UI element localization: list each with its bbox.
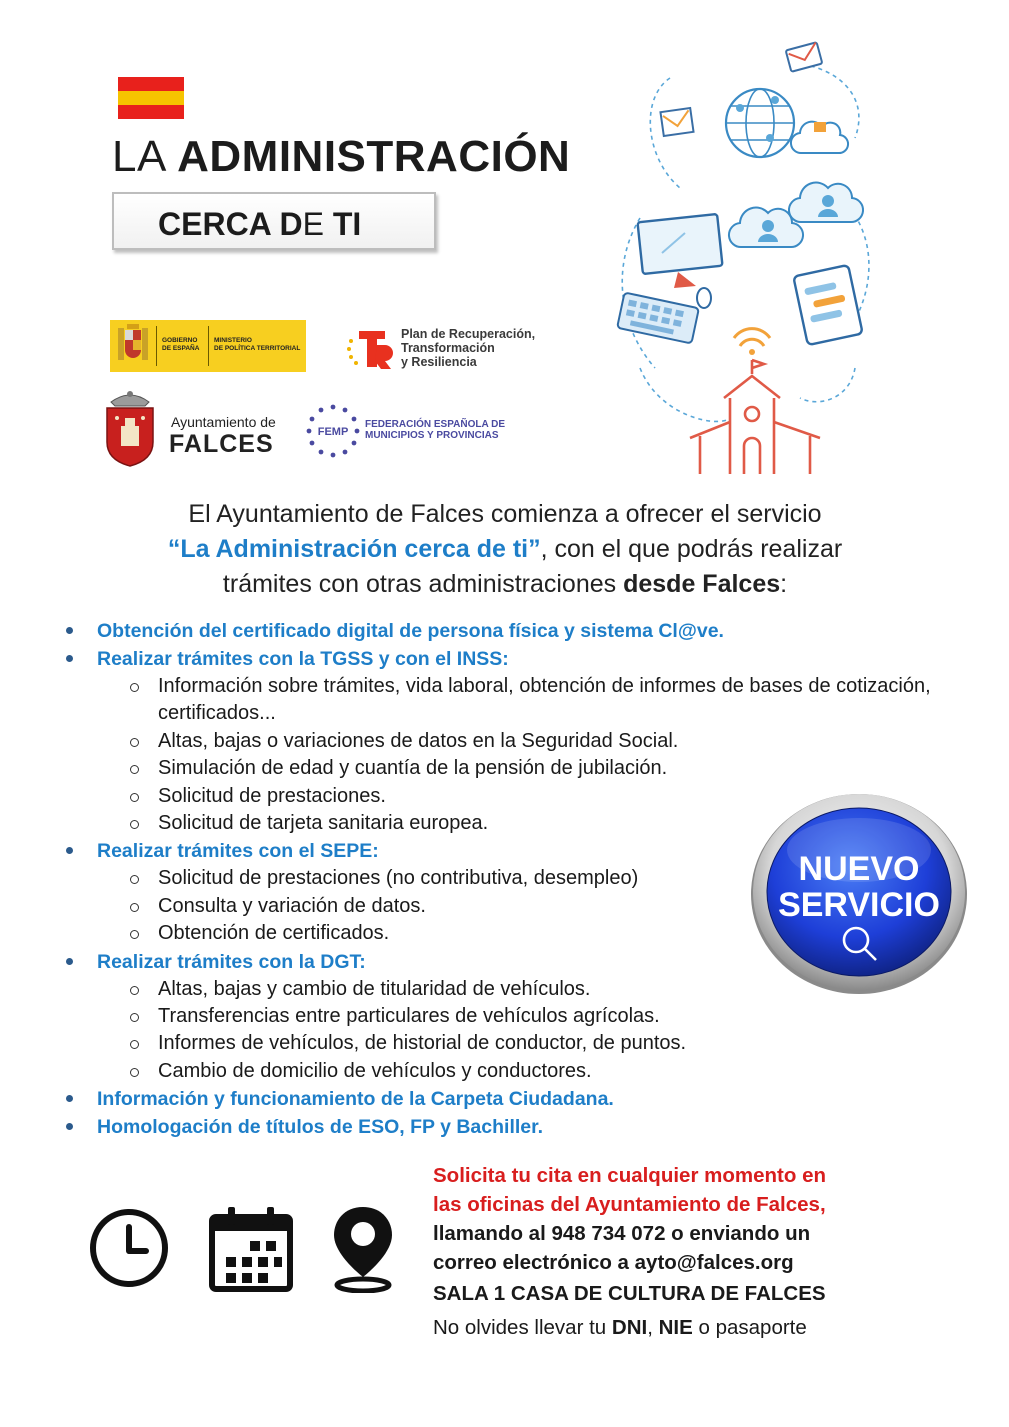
intro-paragraph — [60, 497, 950, 602]
ministerio-text-1: MINISTERIO — [214, 337, 252, 344]
subitem-text: Informes de vehículos, de historial de conductor, de puntos. — [158, 1032, 687, 1055]
service-title-text: Realizar trámites con la TGSS y con el INSS: — [97, 648, 509, 670]
spain-flag-logo — [118, 77, 184, 119]
subitem-text: Información sobre trámites, vida laboral, obtención de informes de bases de cotización, certificados... — [158, 675, 931, 725]
bullet-icon — [66, 847, 73, 854]
bullet-icon — [66, 1095, 73, 1102]
subtitle-part-2: E — [302, 206, 333, 242]
campaign-subtitle — [158, 206, 361, 243]
subitem-text: Solicitud de prestaciones. — [158, 784, 386, 807]
prtr-text-1: Plan de Recuperación, — [401, 327, 536, 341]
femp-acronym: FEMP — [317, 426, 349, 438]
sub-bullet-icon — [130, 683, 139, 692]
service-title — [66, 645, 946, 673]
note-nie: NIE — [658, 1316, 693, 1339]
sub-bullet-icon — [130, 765, 139, 774]
sub-bullet-icon — [130, 1068, 139, 1077]
subitem-text: Altas, bajas y cambio de titularidad de vehículos. — [158, 977, 591, 1000]
town-hall-icon — [690, 360, 820, 474]
coat-of-arms-icon — [116, 324, 150, 368]
sub-bullet-icon — [130, 903, 139, 912]
location-pin-icon — [328, 1203, 398, 1293]
subitem-text: Consulta y variación de datos. — [158, 894, 426, 917]
service-title-text: Homologación de títulos de ESO, FP y Bachiller. — [97, 1116, 544, 1139]
intro-line-2 — [60, 532, 950, 567]
sub-bullet-icon — [130, 738, 139, 747]
femp-text-2: MUNICIPIOS Y PROVINCIAS — [365, 430, 499, 441]
contact-red-line-1: Solicita tu cita en cualquier momento en — [433, 1164, 826, 1187]
service-subitem — [66, 755, 946, 782]
globe-icon — [726, 89, 794, 157]
email-icon — [786, 42, 823, 72]
intro-line-3-end: : — [780, 570, 788, 598]
nuevo-servicio-badge — [748, 788, 970, 996]
badge-text-1: NUEVO — [798, 850, 920, 888]
service-subitem — [66, 1058, 946, 1085]
contact-phone-line: llamando al 948 734 072 o enviando un — [433, 1222, 811, 1245]
digital-services-illustration — [600, 38, 890, 474]
intro-line-3-bold: desde Falces — [623, 570, 781, 598]
falces-text-1: Ayuntamiento de — [171, 414, 276, 430]
contact-red-line-2: las oficinas del Ayuntamiento de Falces, — [433, 1193, 826, 1216]
subtitle-part-1: CERCA D — [158, 206, 303, 242]
cloud-user-icon — [729, 183, 863, 247]
note-separator: , — [647, 1316, 659, 1339]
note-end: o pasaporte — [692, 1316, 807, 1339]
subitem-text: Transferencias entre particulares de vehículos agrícolas. — [158, 1005, 660, 1028]
femp-logo — [305, 403, 525, 459]
sub-bullet-icon — [130, 820, 139, 829]
location-text: SALA 1 CASA DE CULTURA DE FALCES — [433, 1282, 826, 1305]
title-bold-part: ADMINISTRACIÓN — [177, 132, 571, 181]
subitem-text: Solicitud de prestaciones (no contributiva, desempleo) — [158, 867, 639, 890]
service-title-text: Realizar trámites con la DGT: — [97, 950, 366, 973]
service-title-text: Realizar trámites con el SEPE: — [97, 840, 379, 863]
service-title-text: Información y funcionamiento de la Carpeta Ciudadana. — [97, 1088, 614, 1111]
service-title-text: Obtención del certificado digital de persona física y sistema Cl@ve. — [97, 620, 724, 642]
service-title — [66, 617, 946, 645]
sub-bullet-icon — [130, 1040, 139, 1049]
prtr-logo — [345, 325, 565, 373]
femp-stars-icon — [305, 403, 361, 459]
badge-text-2: SERVICIO — [778, 886, 940, 924]
prtr-text-2: Transformación — [401, 341, 495, 355]
wifi-icon — [734, 329, 770, 346]
contact-email-line: correo electrónico a ayto@falces.org — [433, 1251, 794, 1274]
service-title — [66, 1113, 946, 1141]
prtr-text-3: y Resiliencia — [401, 355, 477, 369]
title-light-part: LA — [112, 132, 178, 181]
intro-line-3-start: trámites con otras administraciones — [222, 570, 624, 598]
service-subitem — [66, 1030, 946, 1057]
femp-text-1: FEDERACIÓN ESPAÑOLA DE — [365, 419, 506, 430]
sub-bullet-icon — [130, 986, 139, 995]
service-subitem — [66, 673, 946, 728]
ayuntamiento-falces-logo — [103, 388, 293, 468]
clock-icon — [88, 1207, 170, 1289]
subitem-text: Simulación de edad y cuantía de la pensión de jubilación. — [158, 757, 668, 780]
tablet-icon — [793, 265, 862, 345]
gobierno-text-1: GOBIERNO — [162, 337, 198, 344]
falces-shield-icon — [103, 388, 157, 468]
calendar-icon — [208, 1205, 294, 1293]
service-title — [66, 1085, 946, 1113]
subitem-text: Solicitud de tarjeta sanitaria europea. — [158, 812, 489, 835]
bullet-icon — [66, 627, 73, 634]
contact-info — [433, 1161, 953, 1277]
intro-line-3 — [60, 567, 950, 602]
campaign-subtitle-box — [112, 192, 436, 250]
service-item — [66, 617, 946, 645]
ministerio-text-2: DE POLÍTICA TERRITORIAL — [214, 345, 301, 352]
bullet-icon — [66, 958, 73, 965]
gobierno-text-2: DE ESPAÑA — [162, 345, 200, 352]
sub-bullet-icon — [130, 875, 139, 884]
sub-bullet-icon — [130, 793, 139, 802]
subitem-text: Altas, bajas o variaciones de datos en la Seguridad Social. — [158, 729, 679, 752]
bullet-icon — [66, 1123, 73, 1130]
bullet-icon — [66, 655, 73, 662]
documents-note — [433, 1316, 807, 1340]
subitem-text: Cambio de domicilio de vehículos y conductores. — [158, 1059, 592, 1082]
campaign-title — [112, 132, 571, 181]
falces-text-2: FALCES — [169, 430, 274, 458]
keyboard-icon — [617, 292, 699, 343]
note-dni: DNI — [611, 1316, 648, 1339]
service-item — [66, 1113, 946, 1141]
note-start: No olvides llevar tu — [433, 1316, 612, 1339]
service-name-highlight: “La Administración cerca de ti” — [167, 535, 541, 563]
service-subitem — [66, 728, 946, 755]
subitem-text: Obtención de certificados. — [158, 922, 390, 945]
subtitle-part-3: TI — [332, 206, 362, 242]
intro-line-2-rest: , con el que podrás realizar — [540, 535, 843, 563]
gobierno-espana-logo — [110, 320, 306, 372]
prtr-emblem-icon — [345, 325, 397, 371]
sub-bullet-icon — [130, 1013, 139, 1022]
service-item — [66, 1085, 946, 1113]
monitor-icon — [638, 214, 723, 288]
service-subitem — [66, 1003, 946, 1030]
intro-line-1: El Ayuntamiento de Falces comienza a ofrecer el servicio — [188, 500, 822, 528]
sub-bullet-icon — [130, 930, 139, 939]
